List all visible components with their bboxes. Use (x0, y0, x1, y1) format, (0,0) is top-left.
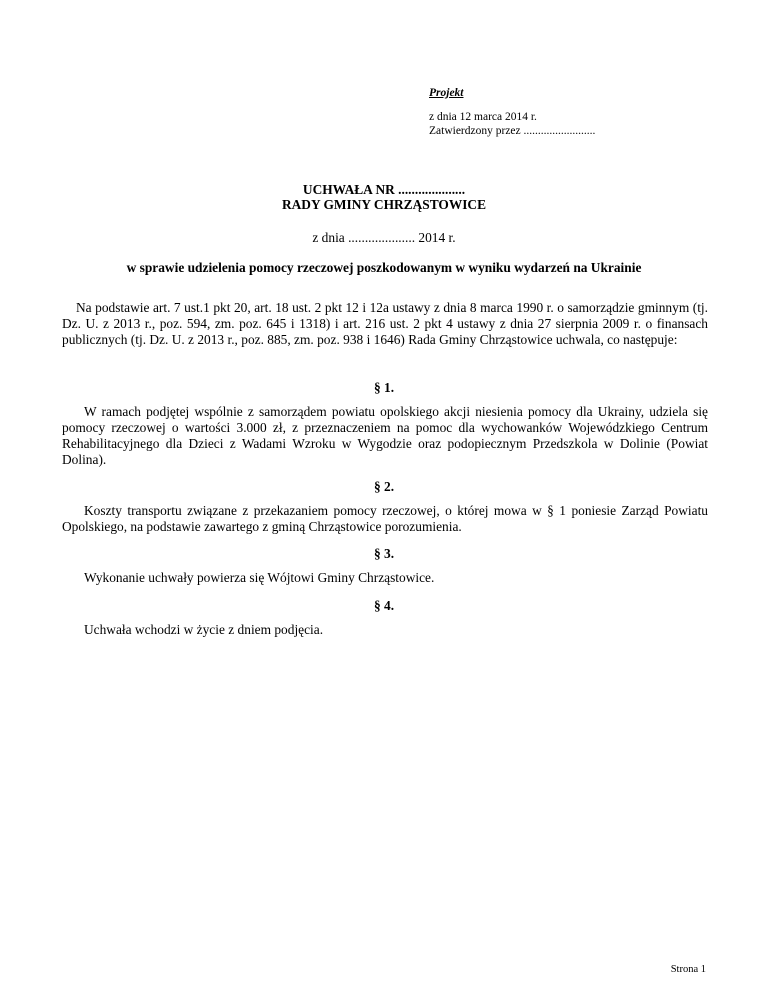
project-label: Projekt (429, 87, 464, 99)
resolution-subject: w sprawie udzielenia pomocy rzeczowej poszkodowanym w wyniku wydarzeń na Ukrainie (126, 260, 642, 275)
legal-basis-paragraph: Na podstawie art. 7 ust.1 pkt 20, art. 18 ust. 2 pkt 12 i 12a ustawy z dnia 8 marca 1990 r. o samorządzie gminnym (tj. Dz. U. z 2013 r., poz. 594, zm. poz. 645 i 1318) i art. 216 ust. 2 pkt 4 ustawy z dnia 27 sierpnia 2009 r. o finansach publicznych (tj. Dz. U. z 2013 r., poz. 885, zm. poz. 938 i 1646) Rada Gminy Chrząstowice uchwala, co następuje: (62, 300, 708, 347)
section-2-mark: § 2. (373, 479, 395, 494)
resolution-date: z dnia .................... 2014 r. (312, 230, 456, 245)
resolution-title (0, 182, 768, 212)
page-number: Strona 1 (670, 964, 706, 975)
section-3-mark: § 3. (373, 546, 395, 561)
section-4-text: Uchwała wchodzi w życie z dniem podjęcia. (84, 622, 324, 637)
project-date: z dnia 12 marca 2014 r. (429, 111, 537, 123)
resolution-number: UCHWAŁA NR .................... (302, 182, 466, 197)
approved-by: Zatwierdzony przez ......................... (429, 125, 596, 137)
section-2-text: Koszty transportu związane z przekazaniem pomocy rzeczowej, o której mowa w § 1 poniesie Zarząd Powiatu Opolskiego, na podstawie zawartego z gminą Chrząstowice porozumienia. (62, 503, 708, 534)
section-3-text: Wykonanie uchwały powierza się Wójtowi Gminy Chrząstowice. (84, 570, 435, 585)
section-4-mark: § 4. (373, 598, 395, 613)
project-header (429, 86, 595, 138)
section-1-mark: § 1. (373, 380, 395, 395)
section-1-text: W ramach podjętej wspólnie z samorządem powiatu opolskiego akcji niesienia pomocy dla Ukrainy, udziela się pomocy rzeczowej o wartości 3.000 zł, z przeznaczeniem na pomoc dla wychowanków Wojewódzkiego Centrum Rehabilitacyjnego dla Dzieci z Wadami Wzroku w Wygodzie oraz podopiecznym Przedszkola w Dolinie (Powiat Dolina). (62, 404, 708, 467)
council-name: RADY GMINY CHRZĄSTOWICE (281, 197, 487, 212)
